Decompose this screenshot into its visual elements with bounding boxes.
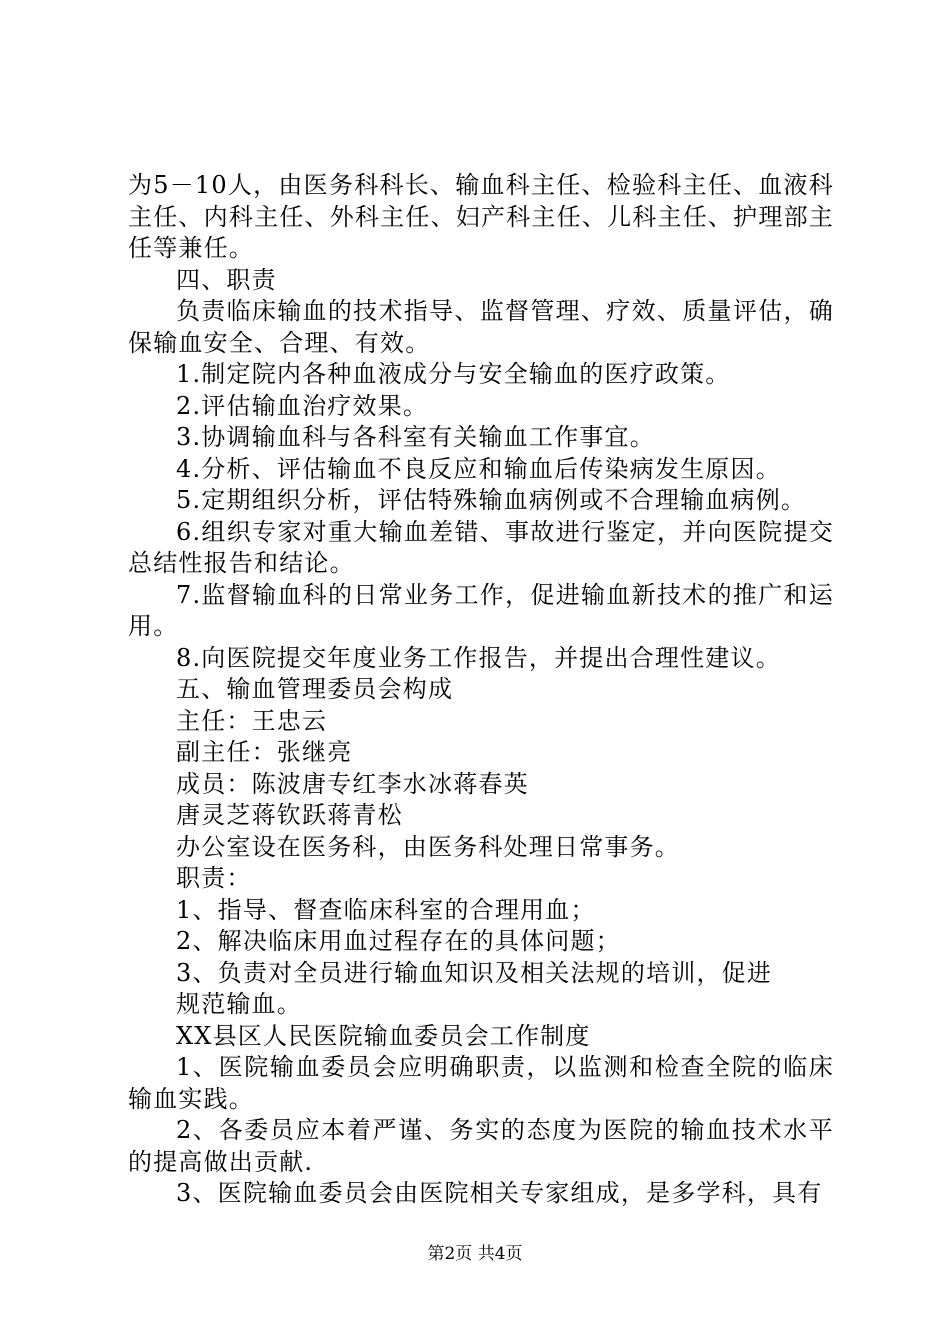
paragraph: 5.定期组织分析，评估特殊输血病例或不合理输血病例。	[176, 486, 807, 514]
paragraph: 2.评估输血治疗效果。	[176, 391, 429, 420]
paragraph: 8.向医院提交年度业务工作报告，并提出合理性建议。	[176, 643, 781, 672]
paragraph: 1、指导、督查临床科室的合理用血；	[176, 895, 596, 924]
paragraph: 1.制定院内各种血液成分与安全输血的医疗政策。	[176, 360, 731, 388]
paragraph: 五、输血管理委员会构成	[176, 675, 454, 703]
paragraph: 成员：陈波唐专红李水冰蒋春英	[176, 769, 529, 798]
paragraph: 副主任：张继亮	[176, 738, 353, 766]
paragraph: 主任：王忠云	[176, 706, 328, 735]
paragraph: 3、负责对全员进行输血知识及相关法规的培训，促进	[176, 958, 773, 987]
paragraph: 2、解决临床用血过程存在的具体问题；	[176, 927, 621, 955]
paragraph: 负责临床输血的技术指导、监督管理、疗效、质量评估，确保输血安全、合理、有效。	[128, 297, 834, 357]
paragraph: 四、职责	[176, 265, 277, 294]
paragraph: 4.分析、评估输血不良反应和输血后传染病发生原因。	[176, 454, 781, 483]
paragraph: 1、医院输血委员会应明确职责，以监测和检查全院的临床输血实践。	[128, 1053, 834, 1113]
paragraph: 为5－10人，由医务科科长、输血科主任、检验科主任、血液科主任、内科主任、外科主任、妇产科主任、儿科主任、护理部主任等兼任。	[128, 171, 834, 262]
paragraph: 规范输血。	[176, 990, 302, 1018]
paragraph: 6.组织专家对重大输血差错、事故进行鉴定，并向医院提交总结性报告和结论。	[128, 517, 834, 577]
paragraph: 7.监督输血科的日常业务工作，促进输血新技术的推广和运用。	[128, 580, 834, 640]
paragraph: 3.协调输血科与各科室有关输血工作事宜。	[176, 423, 655, 451]
paragraph: XX县区人民医院输血委员会工作制度	[176, 1021, 591, 1050]
paragraph: 2、各委员应本着严谨、务实的态度为医院的输血技术水平的提高做出贡献.	[128, 1116, 834, 1176]
paragraph: 职责：	[176, 864, 252, 892]
paragraph: 办公室设在医务科，由医务科处理日常事务。	[176, 832, 680, 861]
paragraph: 3、医院输血委员会由医院相关专家组成，是多学科，具有	[176, 1179, 823, 1207]
document-body	[128, 170, 834, 1210]
paragraph: 唐灵芝蒋钦跃蒋青松	[176, 801, 403, 829]
page-footer: 第2页 共4页	[427, 1244, 523, 1264]
